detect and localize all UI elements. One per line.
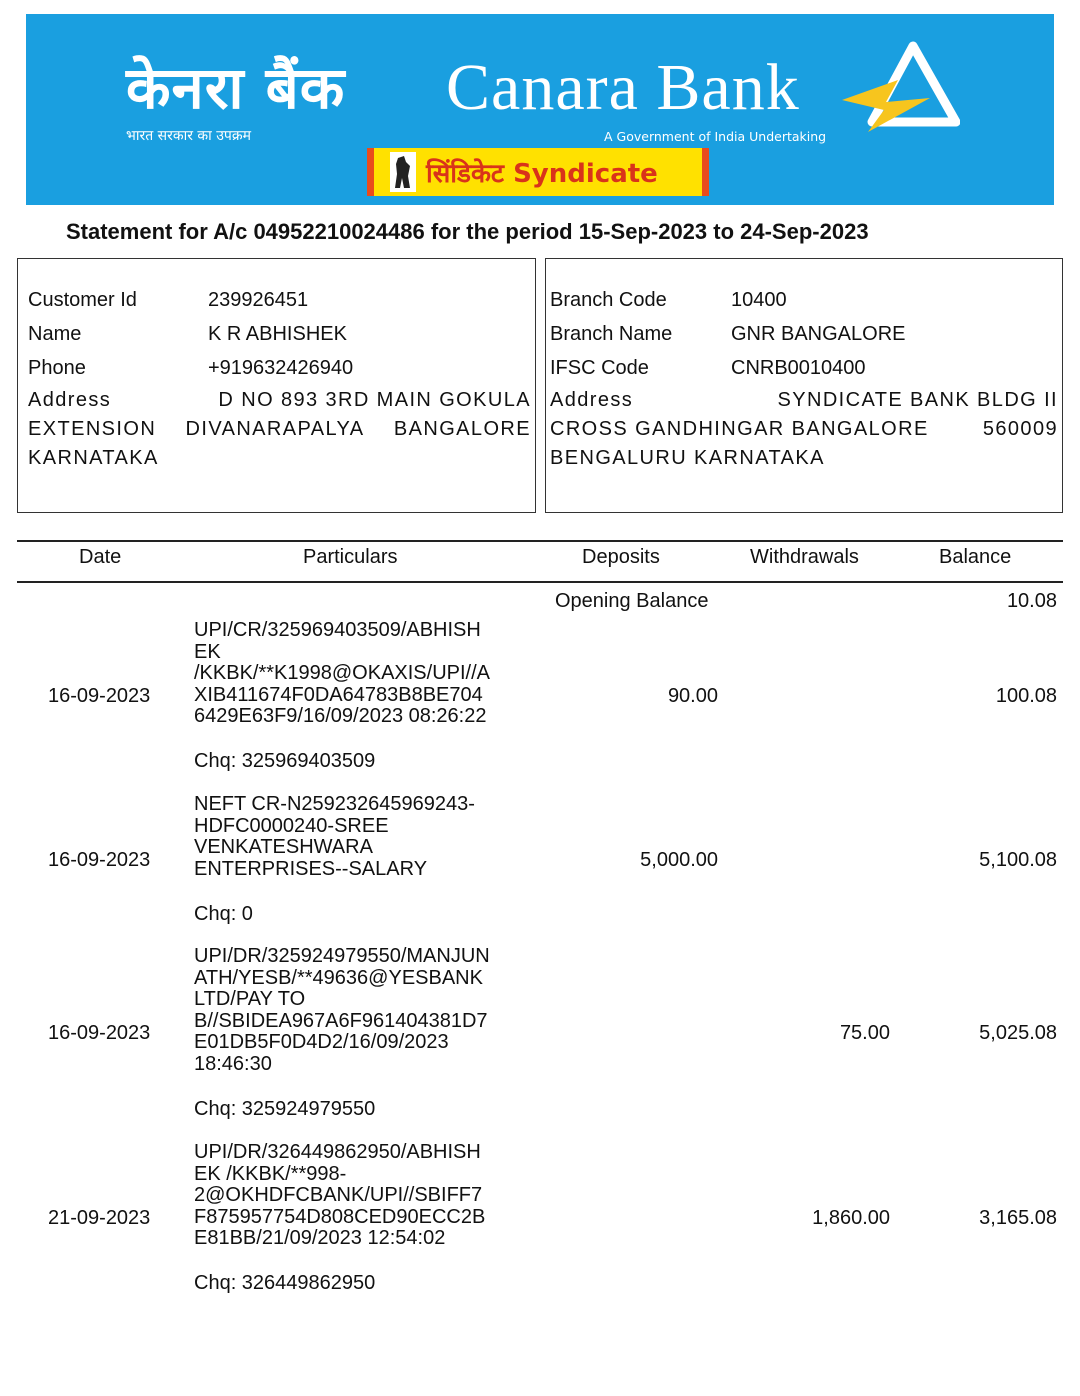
branch-code-label: Branch Code — [550, 289, 667, 311]
row-date: 16-09-2023 — [48, 685, 151, 707]
bank-name-hindi: केनरा बैंक — [126, 54, 346, 122]
ifsc-code-value: CNRB0010400 — [731, 357, 866, 379]
customer-phone-label: Phone — [28, 357, 86, 379]
customer-address — [28, 386, 531, 473]
branch-address-line3: BENGALURU KARNATAKA — [550, 447, 825, 469]
branch-address-word: CROSS GANDHINGAR BANGALORE — [550, 418, 929, 440]
row-date: 16-09-2023 — [48, 849, 151, 871]
row-withdrawal: 1,860.00 — [812, 1207, 890, 1229]
customer-name-label: Name — [28, 323, 82, 345]
header-deposits: Deposits — [582, 546, 660, 568]
row-date: 16-09-2023 — [48, 1022, 151, 1044]
customer-id-value: 239926451 — [208, 289, 309, 311]
row-particulars: NEFT CR-N259232645969243- HDFC0000240-SREE VENKATESHWARA ENTERPRISES--SALARY — [194, 793, 475, 880]
row-cheque: Chq: 0 — [194, 903, 253, 925]
branch-details-box — [545, 258, 1063, 513]
row-particulars: UPI/DR/325924979550/MANJUN ATH/YESB/**49636@YESBANK LTD/PAY TO B//SBIDEA967A6F961404381D7 E01DB5F0D4D2/16/09/2023 18:46:30 — [194, 945, 490, 1075]
customer-address-line1: D NO 893 3RD MAIN GOKULA — [218, 389, 531, 411]
row-cheque: Chq: 325924979550 — [194, 1098, 376, 1120]
row-cheque: Chq: 325969403509 — [194, 750, 376, 772]
header-balance: Balance — [939, 546, 1012, 568]
table-header-rule — [17, 581, 1063, 583]
customer-address-word: DIVANARAPALYA — [185, 418, 365, 440]
row-deposit: 90.00 — [667, 685, 718, 707]
branch-address-line1: SYNDICATE BANK BLDG II — [777, 389, 1058, 411]
branch-name-value: GNR BANGALORE — [731, 323, 906, 345]
branch-address-label: Address — [550, 389, 634, 411]
branch-code-value: 10400 — [731, 289, 787, 311]
row-balance: 100.08 — [995, 685, 1057, 707]
customer-details-box — [17, 258, 536, 513]
customer-address-word: EXTENSION — [28, 418, 157, 440]
row-date: 21-09-2023 — [48, 1207, 151, 1229]
row-particulars: UPI/CR/325969403509/ABHISH EK /KKBK/**K1998@OKAXIS/UPI//A XIB411674F0DA64783B8BE704 6429E63F9/16/09/2023 08:26:22 — [194, 619, 490, 728]
row-cheque: Chq: 326449862950 — [194, 1272, 376, 1294]
customer-phone-value: +919632426940 — [208, 357, 354, 379]
customer-address-label: Address — [28, 389, 112, 411]
header-withdrawals: Withdrawals — [750, 546, 859, 568]
row-particulars: UPI/DR/326449862950/ABHISH EK /KKBK/**998- 2@OKHDFCBANK/UPI//SBIFF7 F875957754D808CED90ECC2B E81BB/21/09/2023 12:54:02 — [194, 1141, 486, 1250]
customer-name-value: K R ABHISHEK — [208, 323, 347, 345]
syndicate-badge — [367, 148, 709, 196]
ifsc-code-label: IFSC Code — [550, 357, 649, 379]
row-withdrawal: 75.00 — [839, 1022, 890, 1044]
row-deposit: 5,000.00 — [640, 849, 718, 871]
header-particulars: Particulars — [303, 546, 398, 568]
branch-address-word: 560009 — [982, 418, 1058, 440]
table-top-rule — [17, 540, 1063, 542]
bank-tagline-english: A Government of India Undertaking — [604, 129, 827, 144]
customer-address-line3: KARNATAKA — [28, 447, 159, 469]
branch-name-label: Branch Name — [550, 323, 673, 345]
row-balance: 5,025.08 — [979, 1022, 1057, 1044]
syndicate-label: सिंडिकेट Syndicate — [426, 159, 658, 189]
statement-title: Statement for A/c 04952210024486 for the period 15-Sep-2023 to 24-Sep-2023 — [66, 219, 869, 244]
canara-triangle-logo-icon — [838, 40, 960, 140]
header-date: Date — [79, 546, 122, 568]
row-balance: 3,165.08 — [979, 1207, 1057, 1229]
opening-balance-value: 10.08 — [1006, 590, 1057, 612]
dog-icon — [390, 152, 416, 192]
row-balance: 5,100.08 — [979, 849, 1057, 871]
opening-balance-label: Opening Balance — [555, 590, 709, 612]
bank-header-banner — [26, 14, 1054, 205]
branch-address — [550, 386, 1058, 473]
bank-name-english: Canara Bank — [446, 51, 800, 124]
customer-id-label: Customer Id — [28, 289, 137, 311]
bank-tagline-hindi: भारत सरकार का उपक्रम — [126, 128, 251, 144]
customer-address-word: BANGALORE — [393, 418, 531, 440]
